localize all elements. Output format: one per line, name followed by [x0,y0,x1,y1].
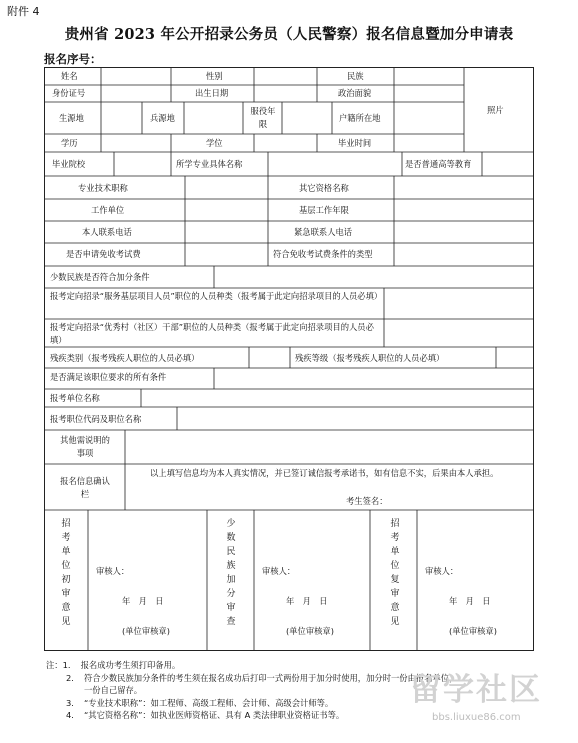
note-3: “专业技术职称”：如工程师、高级工程师、会计师、高级会计师等。 [84,697,334,708]
label-military-origin: 兵源地 [150,113,175,123]
label-phone: 本人联系电话 [82,227,132,237]
label-minority-bonus: 少数民族是否符合加分条件 [50,272,150,282]
final-date: 年 月 日 [449,596,491,606]
application-form-table [44,67,534,651]
label-grassroots-years: 基层工作年限 [299,205,349,215]
minority-date: 年 月 日 [286,596,328,606]
label-name: 姓名 [61,71,78,81]
watermark-url: bbs.liuxue86.com [432,712,521,723]
label-graduation-time: 毕业时间 [338,138,372,148]
label-birth-date: 出生日期 [195,88,229,98]
label-position-code: 报考职位代码及职位名称 [50,414,142,424]
label-ethnicity: 民族 [347,71,364,81]
confirmation-statement: 以上填写信息均为本人真实情况，并已签订诚信报考承诺书，如有信息不实，后果由本人承担。 [150,468,499,478]
label-major: 所学专业具体名称 [176,159,243,169]
label-gender: 性别 [206,71,223,81]
note-1: 报名成功考生须打印备用。 [80,660,181,670]
label-employer: 工作单位 [91,205,125,215]
label-professional-title: 专业技术职称 [78,183,128,193]
footnotes [46,659,457,722]
label-initial-review: 招考单位初审意见 [61,519,71,627]
label-confirmation: 报名信息确认栏 [60,476,110,499]
label-signature: 考生签名： [346,496,388,506]
label-education: 学历 [61,138,78,148]
label-political-status: 政治面貌 [338,88,372,98]
watermark-logo: 留学社区 [410,672,542,708]
note-2-continued: 一份自己留存。 [84,685,143,696]
note-1-number: 1. [62,660,71,670]
label-minority-review: 少数民族加分审查 [226,519,236,627]
label-degree: 学位 [206,138,223,148]
site-watermark [410,664,570,736]
label-other-qualification: 其它资格名称 [299,183,349,193]
note-2-number: 2. [66,672,74,683]
note-4: “其它资格名称”：如执业医师资格证、具有 A 类法律职业资格证书等。 [84,710,345,721]
registration-number-label: 报名序号： [44,52,102,66]
label-hukou: 户籍所在地 [339,113,381,123]
label-fee-exemption-type: 符合免收考试费条件的类型 [273,249,373,259]
label-other-notes: 其他需说明的事项 [60,435,110,458]
label-id-number: 身份证号 [52,88,86,98]
initial-seal: (单位审核章) [122,626,170,636]
label-general-higher-ed: 是否普通高等教育 [405,159,472,169]
note-3-number: 3. [66,697,74,708]
label-service-years: 服役年限 [250,106,276,129]
label-emergency-contact: 紧急联系人电话 [294,227,353,237]
initial-date: 年 月 日 [122,596,164,606]
label-origin: 生源地 [59,113,84,123]
minority-reviewer: 审核人： [262,566,296,576]
label-meets-requirements: 是否满足该职位要求的所有条件 [50,372,167,382]
label-school: 毕业院校 [52,159,86,169]
initial-reviewer: 审核人： [96,566,130,576]
label-grassroots-project: 报考定向招录“服务基层项目人员”职位的人员种类（报考属于此定向招录项目的人员必填） [50,291,383,301]
label-disability-level: 残疾等级（报考残疾人职位的人员必填） [295,353,445,363]
label-photo: 照片 [487,105,504,115]
attachment-number: 附件 4 [7,5,40,18]
form-title: 贵州省 2023 年公开招录公务员（人民警察）报名信息暨加分申请表 [64,26,514,43]
note-4-number: 4. [66,710,74,721]
final-seal: (单位审核章) [449,626,497,636]
label-fee-exemption: 是否申请免收考试费 [66,249,141,259]
label-final-review: 招考单位复审意见 [390,519,400,627]
label-disability-type: 残疾类别（报考残疾人职位的人员必填） [50,353,200,363]
minority-seal: (单位审核章) [286,626,334,636]
final-reviewer: 审核人： [425,566,459,576]
notes-prefix: 注： [46,660,63,670]
label-applied-unit: 报考单位名称 [50,393,100,403]
note-2: 符合少数民族加分条件的考生须在报名成功后打印一式两份用于加分时使用，加分时一份由报名单位， [84,672,458,683]
label-village-cadre: 报考定向招录“优秀村（社区）干部”职位的人员种类（报考属于此定向招录项目的人员必填） [50,322,374,345]
